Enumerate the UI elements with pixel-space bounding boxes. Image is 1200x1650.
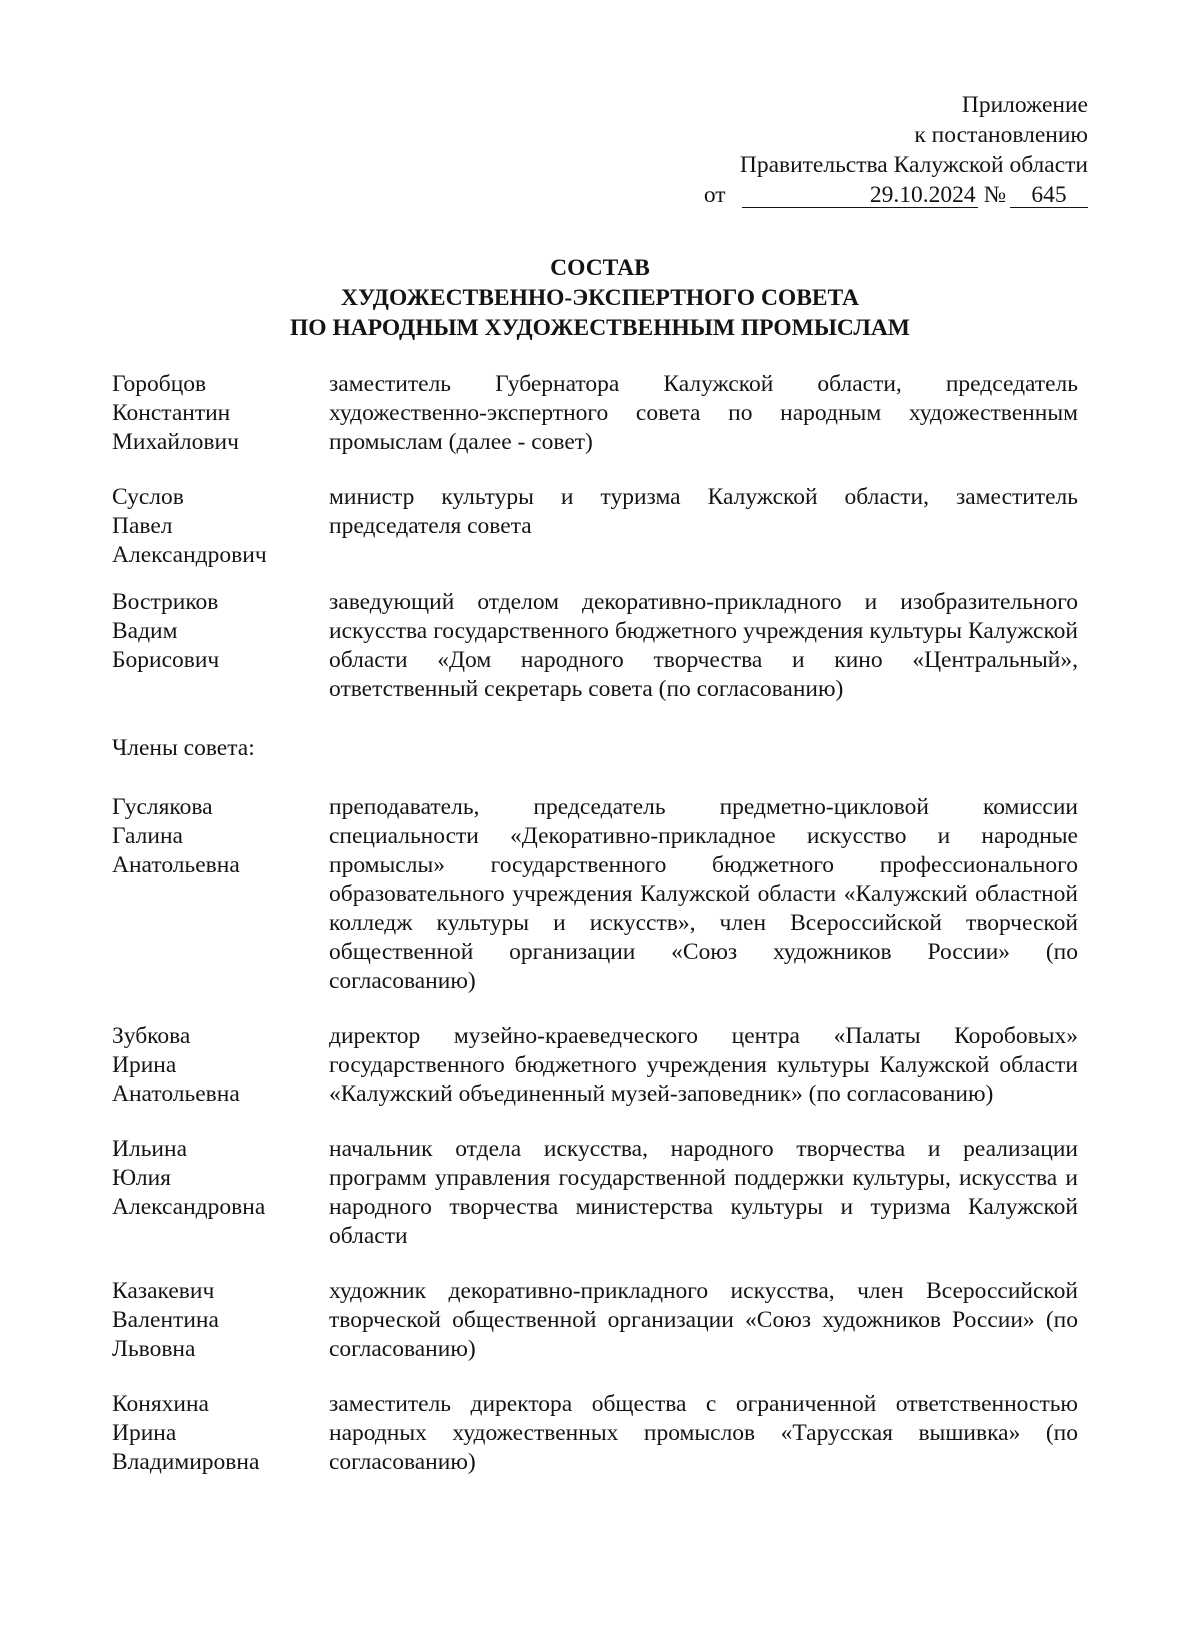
appendix-header	[704, 90, 1088, 210]
member-first-name: Валентина	[112, 1307, 219, 1333]
title-line-1: СОСТАВ	[550, 255, 650, 281]
document-title	[0, 253, 1200, 343]
member-name	[112, 483, 329, 570]
member-surname: Гуслякова	[112, 794, 213, 820]
member-position: заместитель директора общества с ограниченной ответственностью народных художественных промыслов «Тарусская вышивка» (по согласованию)	[329, 1391, 1078, 1475]
member-name	[112, 793, 329, 996]
member-patronymic: Львовна	[112, 1336, 196, 1362]
member-entry	[112, 588, 1078, 704]
member-position: директор музейно-краеведческого центра «Палаты Коробовых» государственного бюджетного учреждения культуры Калужской области «Калужский объединенный музей-заповедник» (по согласованию)	[329, 1023, 1078, 1107]
member-entry	[112, 1022, 1078, 1109]
council-composition	[112, 370, 1078, 1477]
member-entry	[112, 483, 1078, 570]
member-position: министр культуры и туризма Калужской области, заместитель председателя совета	[329, 484, 1078, 539]
member-patronymic: Анатольевна	[112, 852, 240, 878]
member-entry	[112, 1277, 1078, 1364]
member-first-name: Ирина	[112, 1420, 177, 1446]
member-first-name: Ирина	[112, 1052, 177, 1078]
appendix-line-1: Приложение	[961, 92, 1088, 118]
member-patronymic: Владимировна	[112, 1449, 260, 1475]
member-first-name: Галина	[112, 823, 183, 849]
member-name	[112, 1022, 329, 1109]
member-position: начальник отдела искусства, народного творчества и реализации программ управления государственной поддержки культуры, искусства и народного творчества министерства культуры и туризма Калужской области	[329, 1136, 1078, 1249]
appendix-date-line	[704, 180, 1088, 210]
member-patronymic: Борисович	[112, 647, 220, 673]
member-first-name: Юлия	[112, 1165, 171, 1191]
title-line-2: ХУДОЖЕСТВЕННО-ЭКСПЕРТНОГО СОВЕТА	[340, 285, 860, 311]
member-first-name: Павел	[112, 513, 173, 539]
member-position: заведующий отделом декоративно-прикладного и изобразительного искусства государственного бюджетного учреждения культуры Калужской области «Дом народного творчества и кино «Центральный», ответственный секретарь совета (по согласованию)	[329, 589, 1078, 702]
member-surname: Казакевич	[112, 1278, 215, 1304]
from-label: от	[703, 182, 726, 208]
member-name	[112, 1135, 329, 1251]
member-patronymic: Михайлович	[112, 429, 239, 455]
resolution-date: 29.10.2024	[742, 183, 978, 208]
number-sign: №	[983, 182, 1006, 208]
member-entry	[112, 1135, 1078, 1251]
member-surname: Востриков	[112, 589, 219, 615]
member-surname: Ильина	[112, 1136, 187, 1162]
member-surname: Горобцов	[112, 371, 207, 397]
member-surname: Зубкова	[112, 1023, 191, 1049]
member-patronymic: Александровна	[112, 1194, 266, 1220]
member-position: заместитель Губернатора Калужской области, председатель художественно-экспертного совета по народным художественным промыслам (далее - совет)	[329, 371, 1078, 455]
member-name	[112, 1390, 329, 1477]
appendix-line-2: к постановлению	[914, 122, 1088, 148]
member-name	[112, 370, 329, 457]
member-first-name: Вадим	[112, 618, 178, 644]
member-entry	[112, 370, 1078, 457]
members-section-label: Члены совета:	[112, 735, 255, 761]
member-patronymic: Анатольевна	[112, 1081, 240, 1107]
member-name	[112, 1277, 329, 1364]
appendix-line-3: Правительства Калужской области	[739, 152, 1088, 178]
member-position: преподаватель, председатель предметно-цикловой комиссии специальности «Декоративно-прикладное искусство и народные промыслы» государственного бюджетного профессионального образовательного учреждения Калужской области «Калужский областной колледж культуры и искусств», член Всероссийской творческой общественной организации «Союз художников России» (по согласованию)	[329, 794, 1078, 994]
member-patronymic: Александрович	[112, 542, 267, 568]
member-surname: Суслов	[112, 484, 184, 510]
member-first-name: Константин	[112, 400, 231, 426]
member-surname: Коняхина	[112, 1391, 209, 1417]
member-position: художник декоративно-прикладного искусства, член Всероссийской творческой общественной организации «Союз художников России» (по согласованию)	[329, 1278, 1078, 1362]
member-entry	[112, 793, 1078, 996]
resolution-number: 645	[1010, 183, 1088, 208]
member-entry	[112, 1390, 1078, 1477]
member-name	[112, 588, 329, 704]
title-line-3: ПО НАРОДНЫМ ХУДОЖЕСТВЕННЫМ ПРОМЫСЛАМ	[290, 315, 910, 341]
